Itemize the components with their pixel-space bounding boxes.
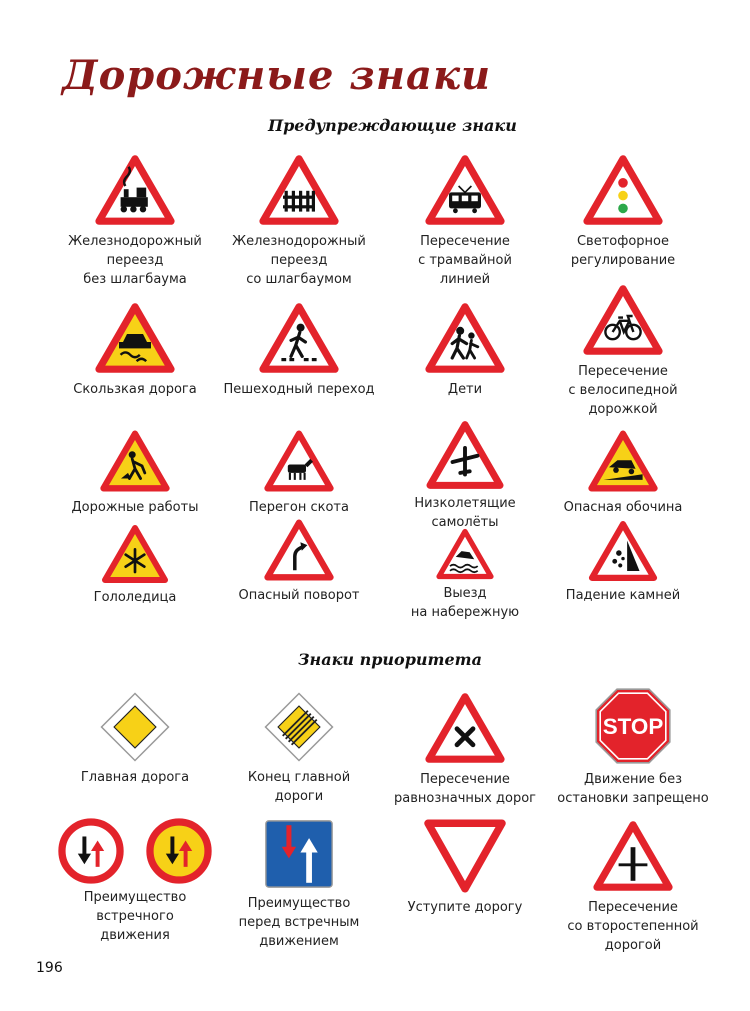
sign-label: Движение без остановки запрещено (557, 772, 709, 806)
sign-label: Перегон скота (249, 500, 349, 515)
snowflake-icon (100, 524, 170, 584)
priority-over-oncoming-icon (263, 818, 335, 890)
sign-card (548, 686, 718, 808)
sign-label: Светофорное регулирование (570, 234, 676, 268)
sign-card (50, 524, 220, 607)
falling-rocks-icon (588, 520, 658, 582)
stop-sign-icon (593, 686, 673, 766)
sign-card (50, 428, 220, 517)
sign-label: Железнодорожный переезд со шлагбаумом (232, 234, 366, 287)
sign-label: Главная дорога (80, 770, 190, 785)
sign-card (50, 818, 220, 945)
sign-label: Дети (447, 382, 483, 397)
sign-card (214, 818, 384, 951)
sign-label: Уступите дорогу (407, 900, 523, 915)
sign-card (50, 690, 220, 787)
sign-card (214, 690, 384, 806)
minor-road-icon (593, 818, 673, 894)
train-icon (95, 152, 175, 228)
sign-label: Пешеходный переход (223, 382, 375, 397)
tram-icon (425, 152, 505, 228)
sign-label: Низколетящие самолёты (414, 496, 516, 530)
page-title: Дорожные знаки (62, 52, 492, 99)
sign-card (214, 518, 384, 605)
oncoming-priority-yellow-icon (146, 818, 212, 884)
sign-card (380, 300, 550, 399)
sign-card (380, 528, 550, 622)
sign-label: Дорожные работы (71, 500, 199, 515)
sign-label: Скользкая дорога (73, 382, 197, 397)
sign-label: Пересечение равнозначных дорог (394, 772, 536, 806)
sign-card (214, 152, 384, 289)
sign-card (548, 818, 718, 955)
sign-card (538, 282, 708, 419)
sign-label: Преимущество встречного движения (83, 890, 187, 943)
sign-label: Пересечение с трамвайной линией (418, 234, 512, 287)
equal-crossroads-icon (425, 690, 505, 766)
sign-label: Пересечение со второстепенной дорогой (567, 900, 699, 953)
sign-card (214, 300, 384, 399)
sign-card (538, 152, 708, 270)
sign-card (380, 420, 550, 532)
warning-section-title: Предупреждающие знаки (268, 116, 517, 135)
sign-card (214, 428, 384, 517)
dangerous-shoulder-icon (588, 428, 658, 494)
sign-card (380, 690, 550, 808)
pedestrian-icon (259, 300, 339, 376)
roadworks-icon (100, 428, 170, 494)
sign-label: Гололедица (93, 590, 177, 605)
sign-card (50, 300, 220, 399)
sign-label: Преимущество перед встречным движением (238, 896, 360, 949)
curve-icon (264, 518, 334, 582)
end-main-road-icon (262, 690, 336, 764)
oncoming-priority-pair (50, 818, 220, 884)
embankment-icon (436, 528, 494, 580)
slippery-car-icon (95, 300, 175, 376)
oncoming-priority-icon (58, 818, 124, 884)
sign-card (538, 520, 708, 605)
bicycle-icon (583, 282, 663, 358)
airplane-icon (425, 420, 505, 490)
sign-card (380, 152, 550, 289)
sign-card (50, 152, 220, 289)
page-number: 196 (36, 960, 63, 976)
sign-label: Падение камней (565, 588, 681, 603)
yield-icon (423, 818, 507, 894)
sign-card (538, 428, 708, 517)
main-road-icon (98, 690, 172, 764)
cattle-icon (264, 428, 334, 494)
sign-label: Опасная обочина (563, 500, 683, 515)
sign-label: Выезд на набережную (410, 586, 520, 620)
priority-section-title: Знаки приоритета (298, 650, 482, 669)
traffic-light-icon (583, 152, 663, 228)
sign-card (380, 818, 550, 917)
sign-label: Опасный поворот (238, 588, 360, 603)
children-icon (425, 300, 505, 376)
sign-label: Железнодорожный переезд без шлагбаума (68, 234, 202, 287)
sign-label: Пересечение с велосипедной дорожкой (568, 364, 678, 417)
stop-sign-text: STOP (602, 714, 664, 739)
barrier-icon (259, 152, 339, 228)
sign-label: Конец главной дороги (247, 770, 351, 804)
